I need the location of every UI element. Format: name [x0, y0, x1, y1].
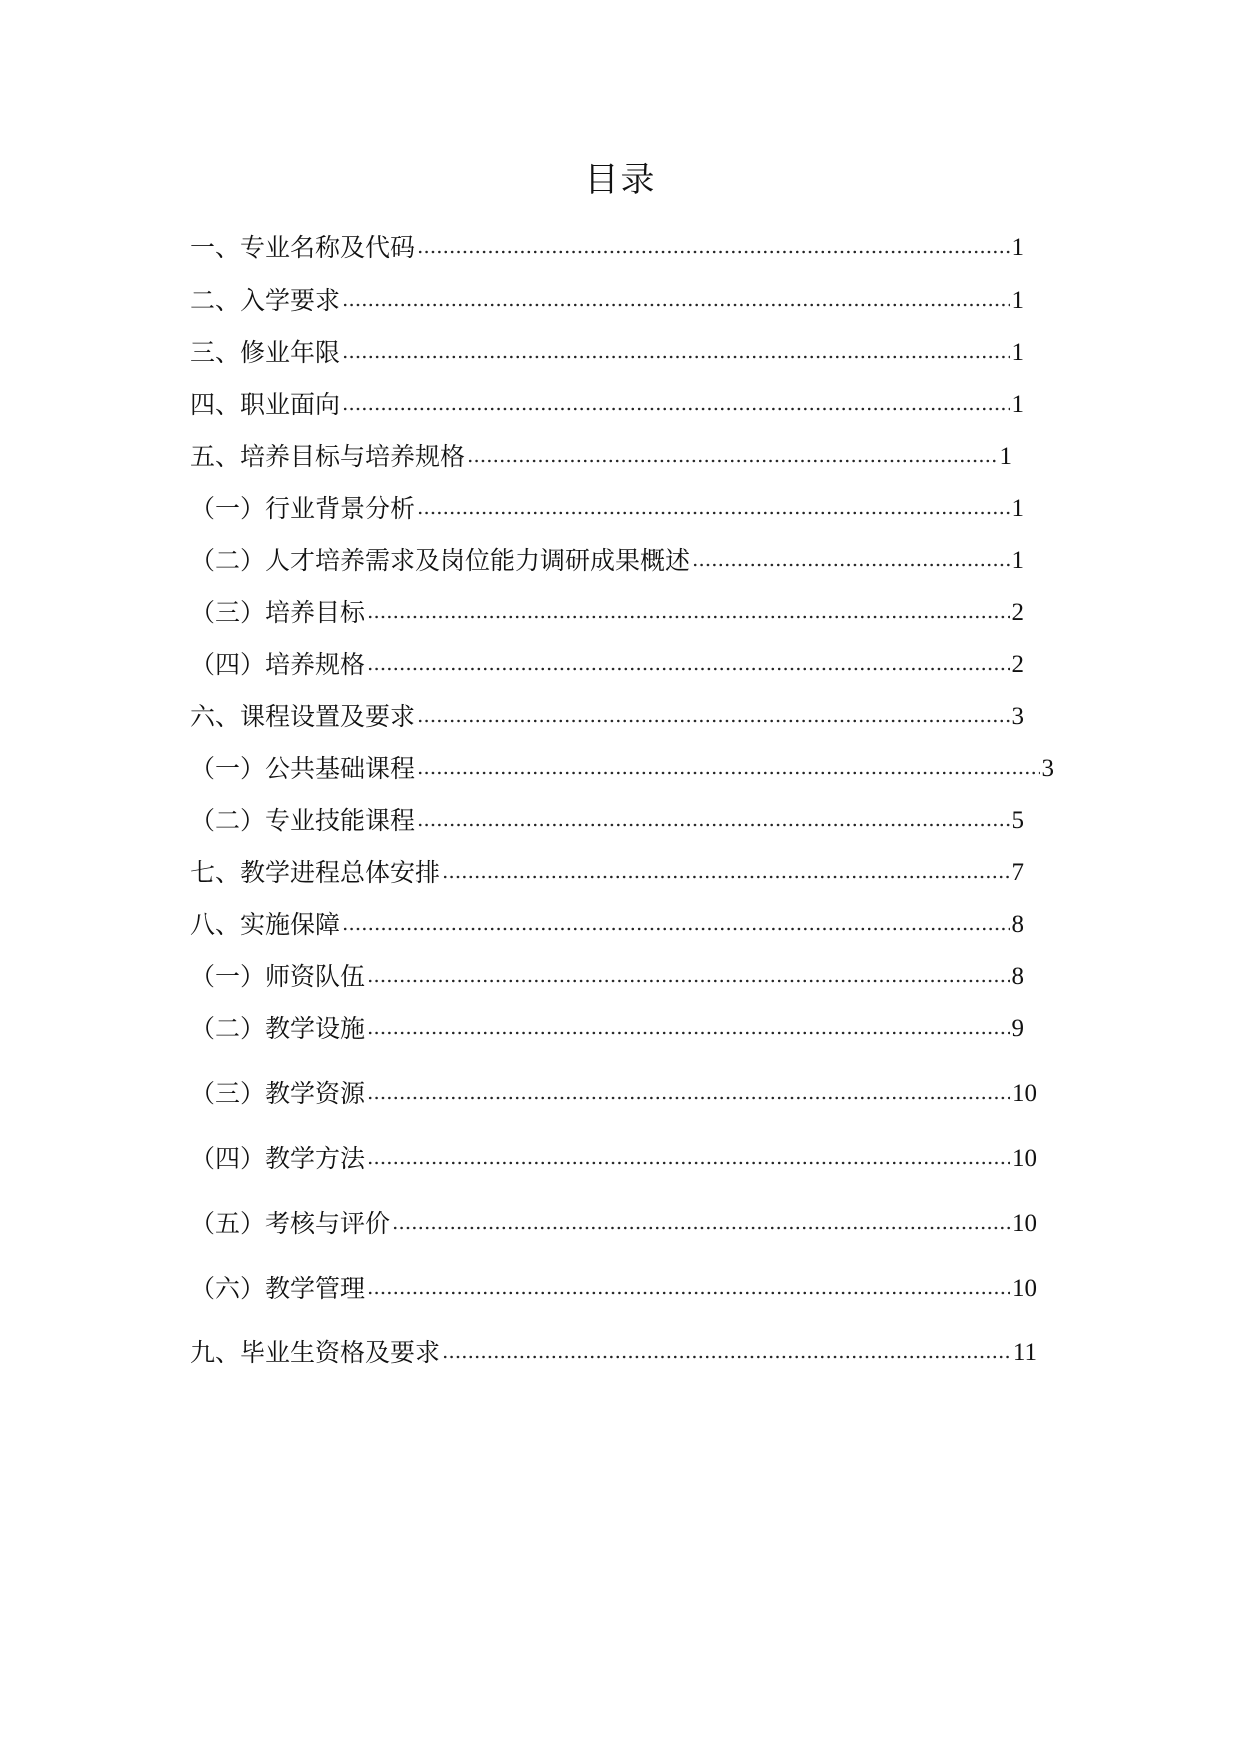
toc-entry[interactable] — [190, 595, 1024, 631]
toc-entry-label: （三）培养目标 — [190, 598, 366, 627]
toc-entry-page: 1 — [1011, 234, 1024, 261]
toc-entry[interactable] — [190, 439, 1012, 475]
toc-entry-label: 七、教学进程总体安排 — [190, 858, 441, 887]
toc-entry-label: （一）公共基础课程 — [190, 754, 416, 783]
dot-leader — [367, 1161, 1010, 1165]
toc-entry[interactable] — [190, 855, 1024, 891]
toc-entry[interactable] — [190, 907, 1024, 943]
toc-entry[interactable] — [190, 283, 1024, 319]
dot-leader — [417, 250, 1009, 254]
toc-entry-label: （四）培养规格 — [190, 650, 366, 679]
dot-leader — [467, 459, 997, 463]
toc-entry-label: 四、职业面向 — [190, 390, 341, 419]
toc-entry[interactable] — [190, 1271, 1037, 1307]
toc-entry-page: 3 — [1041, 755, 1054, 782]
toc-entry-label: （五）考核与评价 — [190, 1209, 391, 1238]
toc-entry-label: （四）教学方法 — [190, 1144, 366, 1173]
toc-entry[interactable] — [190, 699, 1024, 735]
toc-entry[interactable] — [190, 1076, 1037, 1112]
toc-entry-label: 一、专业名称及代码 — [190, 233, 416, 262]
toc-entry-page: 1 — [1011, 495, 1024, 522]
toc-entry-page: 2 — [1011, 599, 1024, 626]
dot-leader — [392, 1226, 1010, 1230]
toc-entry-label: 五、培养目标与培养规格 — [190, 442, 466, 471]
toc-entry[interactable] — [190, 647, 1024, 683]
dot-leader — [342, 303, 1009, 307]
toc-entry-page: 8 — [1011, 963, 1024, 990]
toc-entry-label: 六、课程设置及要求 — [190, 702, 416, 731]
toc-entry-label: （二）专业技能课程 — [190, 806, 416, 835]
toc-entry-label: 二、入学要求 — [190, 286, 341, 315]
toc-entry-page: 1 — [1011, 391, 1024, 418]
toc-entry-page: 1 — [999, 443, 1012, 470]
toc-entry[interactable] — [190, 1141, 1037, 1177]
toc-entry[interactable] — [190, 803, 1024, 839]
toc-entry-label: 三、修业年限 — [190, 338, 341, 367]
toc-entry-page: 10 — [1012, 1145, 1037, 1172]
toc-entry[interactable] — [190, 491, 1024, 527]
toc-entry-page: 10 — [1012, 1210, 1037, 1237]
toc-entry-label: （二）教学设施 — [190, 1014, 366, 1043]
dot-leader — [417, 823, 1009, 827]
toc-entry-label: （一）师资队伍 — [190, 962, 366, 991]
toc-entry-page: 7 — [1011, 859, 1024, 886]
toc-entry[interactable] — [190, 1335, 1037, 1371]
toc-entry-page: 9 — [1011, 1015, 1024, 1042]
dot-leader — [442, 1355, 1011, 1359]
dot-leader — [367, 667, 1009, 671]
dot-leader — [367, 1031, 1009, 1035]
dot-leader — [342, 927, 1009, 931]
page-title: 目录 — [584, 160, 657, 200]
toc-entry[interactable] — [190, 230, 1024, 266]
toc-entry-label: 九、毕业生资格及要求 — [190, 1338, 441, 1367]
toc-entry[interactable] — [190, 335, 1024, 371]
toc-entry[interactable] — [190, 751, 1054, 787]
toc-entry[interactable] — [190, 959, 1024, 995]
toc-entry-page: 5 — [1011, 807, 1024, 834]
toc-entry-page: 8 — [1011, 911, 1024, 938]
dot-leader — [417, 719, 1009, 723]
toc-entry-page: 10 — [1012, 1275, 1037, 1302]
dot-leader — [417, 511, 1009, 515]
dot-leader — [367, 1096, 1010, 1100]
dot-leader — [342, 355, 1009, 359]
toc-entry-page: 10 — [1012, 1080, 1037, 1107]
dot-leader — [442, 875, 1009, 879]
toc-entry-page: 2 — [1011, 651, 1024, 678]
toc-entry-page: 1 — [1011, 287, 1024, 314]
toc-entry[interactable] — [190, 1206, 1037, 1242]
toc-entry-label: （二）人才培养需求及岗位能力调研成果概述 — [190, 546, 691, 575]
toc-entry[interactable] — [190, 387, 1024, 423]
dot-leader — [367, 979, 1009, 983]
toc-entry-page: 3 — [1011, 703, 1024, 730]
toc-entry-page: 1 — [1011, 547, 1024, 574]
toc-entry-page: 1 — [1011, 339, 1024, 366]
toc-entry-page: 11 — [1012, 1339, 1037, 1366]
toc-entry[interactable] — [190, 543, 1024, 579]
toc-entry-label: （三）教学资源 — [190, 1079, 366, 1108]
dot-leader — [417, 771, 1039, 775]
toc-entry[interactable] — [190, 1011, 1024, 1047]
toc-entry-label: （一）行业背景分析 — [190, 494, 416, 523]
toc-entry-label: （六）教学管理 — [190, 1274, 366, 1303]
dot-leader — [342, 407, 1009, 411]
dot-leader — [692, 563, 1009, 567]
dot-leader — [367, 1291, 1010, 1295]
toc-entry-label: 八、实施保障 — [190, 910, 341, 939]
dot-leader — [367, 615, 1009, 619]
